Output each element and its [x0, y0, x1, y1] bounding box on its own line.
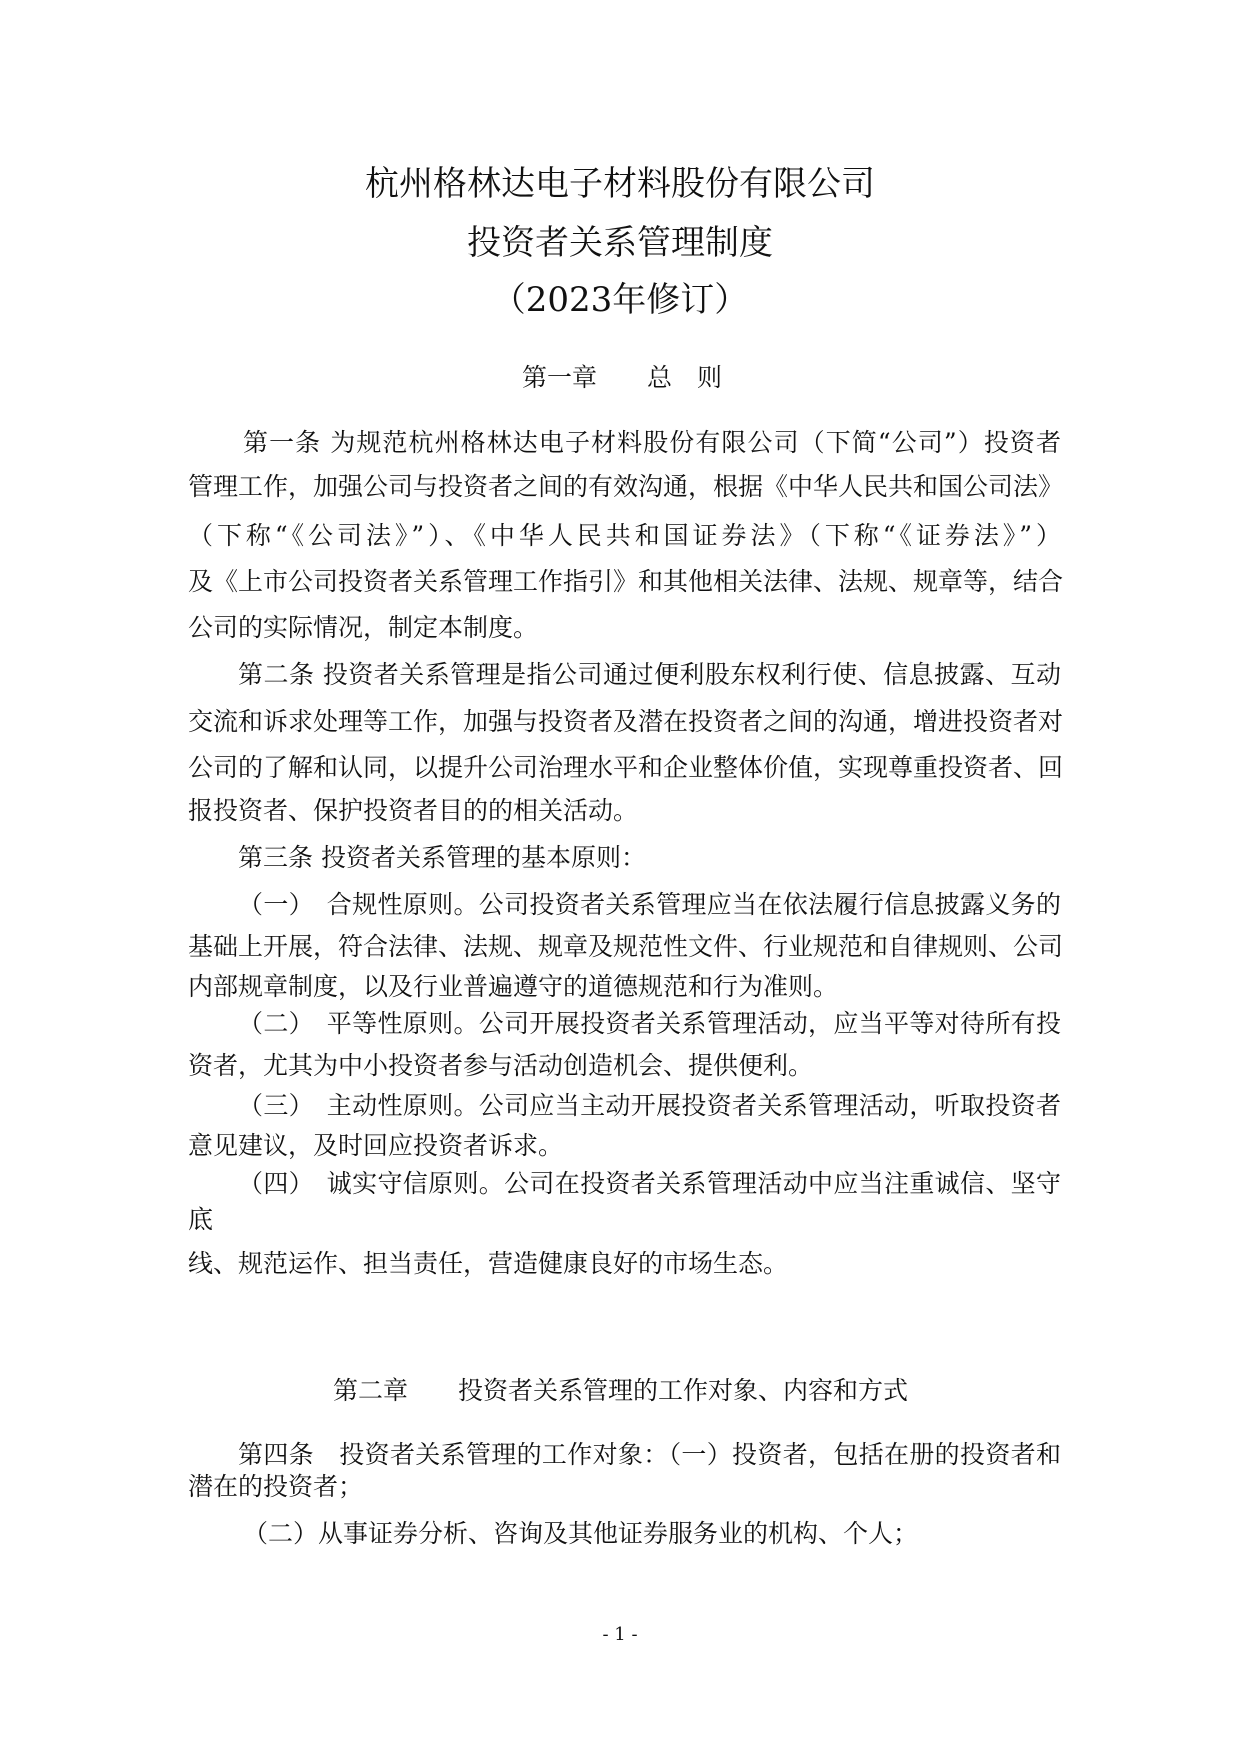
paragraph-line: 第一条 为规范杭州格林达电子材料股份有限公司（下简“公司”）投资者: [243, 428, 1061, 457]
paragraph-line: 线、规范运作、担当责任，营造健康良好的市场生态。: [188, 1249, 789, 1278]
paragraph-line: 第四条 投资者关系管理的工作对象：（一）投资者，包括在册的投资者和: [238, 1440, 1061, 1469]
paragraph-line: 及《上市公司投资者关系管理工作指引》和其他相关法律、法规、规章等，结合: [188, 567, 1064, 596]
document-title-company: 杭州格林达电子材料股份有限公司: [365, 164, 875, 204]
paragraph-line: 底: [188, 1205, 214, 1234]
paragraph-line: 第二条 投资者关系管理是指公司通过便利股东权利行使、信息披露、互动: [238, 660, 1061, 689]
chapter-heading: 第一章 总 则: [522, 363, 723, 392]
paragraph-line: 意见建议，及时回应投资者诉求。: [188, 1131, 564, 1160]
paragraph-line: （二） 平等性原则。公司开展投资者关系管理活动，应当平等对待所有投: [238, 1009, 1061, 1038]
paragraph-line: 管理工作，加强公司与投资者之间的有效沟通，根据《中华人民共和国公司法》: [188, 472, 1064, 501]
paragraph-line: 资者，尤其为中小投资者参与活动创造机会、提供便利。: [188, 1051, 814, 1080]
paragraph-line: 第三条 投资者关系管理的基本原则：: [238, 843, 646, 872]
paragraph-line: 报投资者、保护投资者目的的相关活动。: [188, 796, 639, 825]
document-title: 投资者关系管理制度: [467, 223, 773, 263]
paragraph-line: 公司的实际情况，制定本制度。: [188, 613, 539, 642]
paragraph-line: 公司的了解和认同，以提升公司治理水平和企业整体价值，实现尊重投资者、回: [188, 753, 1064, 782]
chapter-heading: 第二章 投资者关系管理的工作对象、内容和方式: [333, 1376, 909, 1405]
paragraph-line: （一） 合规性原则。公司投资者关系管理应当在依法履行信息披露义务的: [238, 890, 1061, 919]
paragraph-line: 潜在的投资者；: [188, 1472, 364, 1501]
paragraph-line: （二）从事证券分析、咨询及其他证券服务业的机构、个人；: [243, 1519, 919, 1548]
document-subtitle: （2023年修订）: [491, 280, 749, 320]
paragraph-line: 交流和诉求处理等工作，加强与投资者及潜在投资者之间的沟通，增进投资者对: [188, 707, 1064, 736]
paragraph-line: （下称“《公司法》”）、《中华人民共和国证券法》（下称“《证券法》”）: [188, 521, 1061, 550]
paragraph-line: （四） 诚实守信原则。公司在投资者关系管理活动中应当注重诚信、坚守: [238, 1169, 1061, 1198]
page-number: - 1 -: [602, 1624, 638, 1645]
paragraph-line: （三） 主动性原则。公司应当主动开展投资者关系管理活动，听取投资者: [238, 1091, 1061, 1120]
paragraph-line: 基础上开展，符合法律、法规、规章及规范性文件、行业规范和自律规则、公司: [188, 932, 1064, 961]
paragraph-line: 内部规章制度，以及行业普遍遵守的道德规范和行为准则。: [188, 972, 839, 1001]
